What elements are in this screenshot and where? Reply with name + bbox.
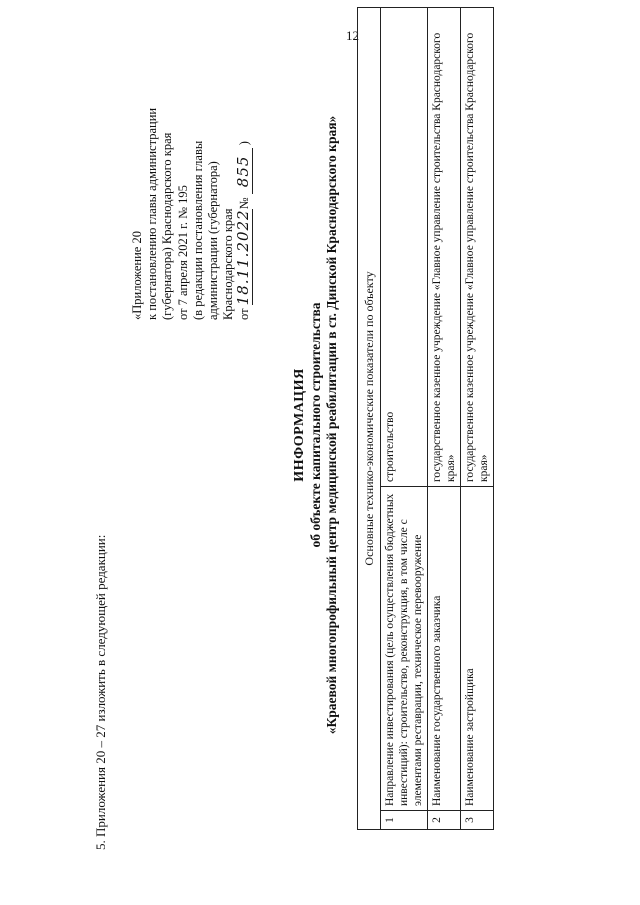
row-value: строительство bbox=[381, 8, 428, 487]
indicators-table bbox=[357, 7, 494, 830]
row-number: 3 bbox=[461, 811, 494, 830]
appendix-line: Краснодарского края bbox=[221, 208, 236, 320]
table-header: Основные технико-экономические показатели по объекту bbox=[358, 8, 381, 830]
intro-text: 5. Приложения 20 – 27 изложить в следующей редакции: bbox=[93, 534, 108, 850]
row-value: государственное казенное учреждение «Главное управление строительства Краснодарского края» bbox=[428, 8, 461, 487]
appendix-line: (в редакции постановления главы bbox=[190, 140, 205, 320]
row-value: государственное казенное учреждение «Главное управление строительства Краснодарского края» bbox=[461, 8, 494, 487]
appendix-line: к постановлению главы администрации bbox=[145, 107, 160, 320]
appendix-signature-line bbox=[236, 60, 252, 320]
page-number: 12 bbox=[346, 28, 359, 43]
table-header-row bbox=[358, 8, 381, 830]
document-title bbox=[292, 0, 340, 850]
appendix-line: администрации (губернатора) bbox=[206, 161, 221, 320]
row-number: 1 bbox=[381, 811, 428, 830]
from-label: от bbox=[237, 308, 252, 320]
handwritten-date: 18.11.2022 bbox=[234, 209, 253, 306]
appendix-line: «Приложение 20 bbox=[130, 231, 144, 320]
row-number: 2 bbox=[428, 811, 461, 830]
table-row bbox=[461, 8, 494, 830]
handwritten-number: 855 bbox=[236, 148, 252, 194]
appendix-line: от 7 апреля 2021 г. № 195 bbox=[175, 185, 190, 320]
document-content bbox=[60, 0, 580, 850]
row-label: Наименование застройщика bbox=[461, 487, 494, 811]
title-subheading: об объекте капитального строительства bbox=[308, 302, 323, 548]
title-heading: ИНФОРМАЦИЯ bbox=[292, 368, 307, 482]
row-label: Направление инвестирования (цель осуществления бюджетных инвестиций): строительство, реконструкция, в том числе с элементами реставрации, техническое перевооружение bbox=[381, 487, 428, 811]
number-label: № bbox=[237, 197, 252, 210]
row-label: Наименование государственного заказчика bbox=[428, 487, 461, 811]
appendix-line: (губернатора) Краснодарского края bbox=[160, 132, 175, 320]
table-row bbox=[381, 8, 428, 830]
closing-paren: ) bbox=[237, 141, 252, 146]
title-object-name: «Краевой многопрофильный центр медицинской реабилитации в ст. Динской Краснодарского края» bbox=[324, 115, 339, 735]
table-row bbox=[428, 8, 461, 830]
appendix-block bbox=[130, 60, 253, 320]
